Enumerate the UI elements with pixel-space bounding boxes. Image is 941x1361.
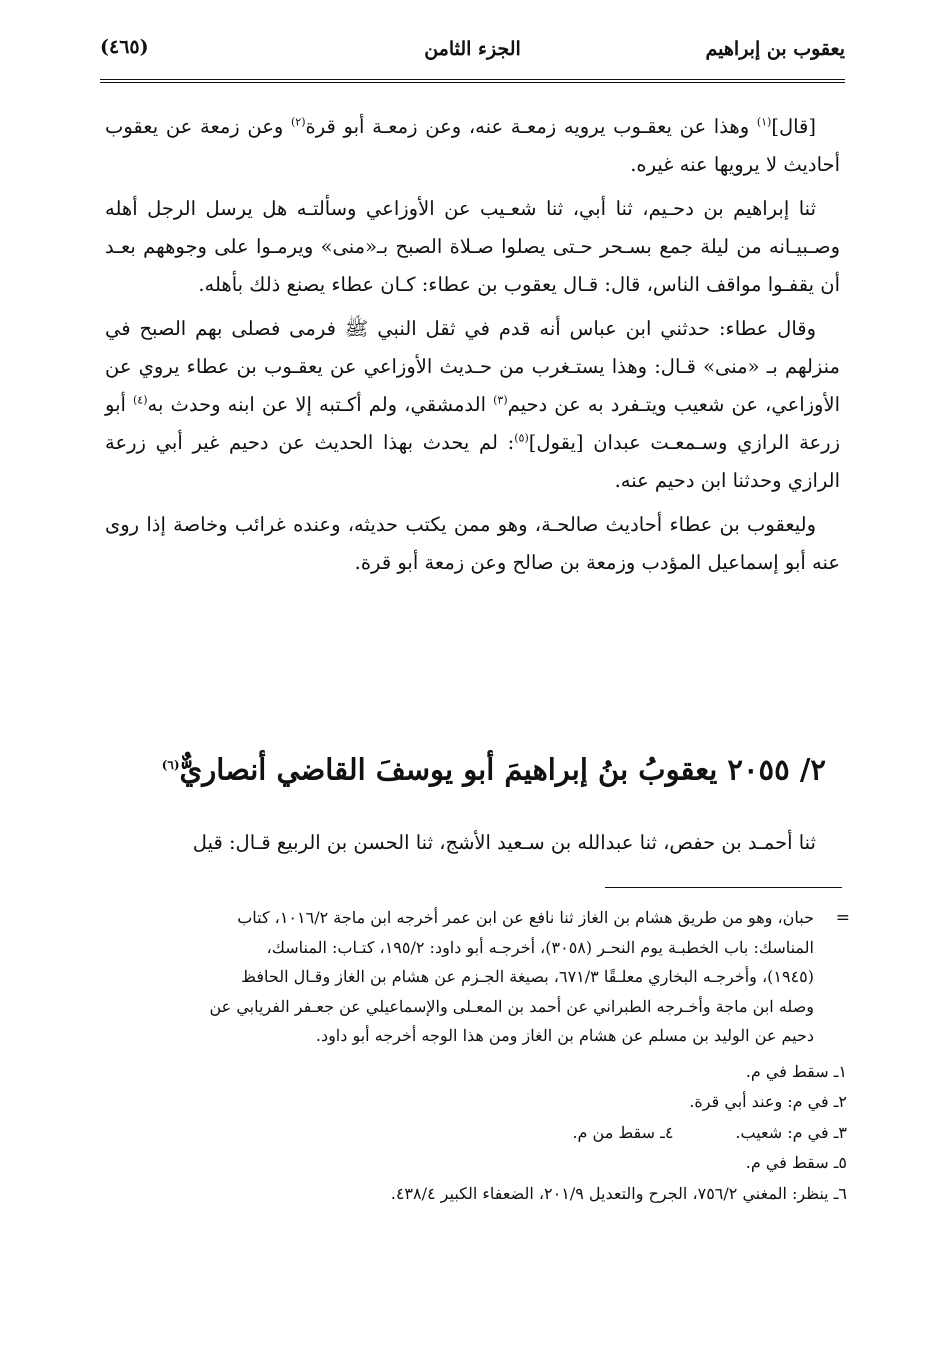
paragraph-3-part-4: : لم يحدث بهذا الحديث عن دحيم غير أبي زرعة الرازي وحدثنا ابن دحيم عنه. [105,431,840,492]
entry-first-line-block [105,824,840,868]
footnote-4: ٤ـ سقط من م. [572,1122,674,1142]
footnote-2: ٢ـ في م: وعند أبي قرة. [689,1092,847,1111]
main-text [105,108,840,584]
footnotes [105,903,850,1209]
paragraph-3-part-3: أبو زرعة الرازي وسـمعـت عبدان [يقول] [105,393,840,454]
footnote-ref-6: (٦) [161,758,180,772]
footnote-3-4-row [105,1118,850,1149]
footnote-6: ٦ـ ينظر: المغني ٧٥٦/٢، الجرح والتعديل ٢٠١/٩، الضعفاء الكبير ٤٣٨/٤. [390,1183,847,1203]
header-rule [100,79,845,80]
footnote-5: ٥ـ سقط في م. [745,1153,847,1172]
continuation-line: وصله ابن ماجة وأخـرجه الطبراني عن أحمد بن المعـلى والإسماعيلي عن جعـفر الفريابي عن [209,996,814,1016]
continuation-line: دحيم عن الوليد بن مسلم عن هشام بن الغاز ومن هذا الوجه أخرجه أبو داود. [315,1026,814,1045]
footnote-ref-5: (٥) [514,431,529,445]
paragraph-1-middle: وهذا عن يعقـوب يرويه زمعـة عنه، وعن زمعـة أبو قرة [305,115,757,138]
continuation-line: المناسك: باب الخطبـة يوم النحـر (٣٠٥٨)، أخرجـه أبو داود: ١٩٥/٢، كتـاب: المناسك، [266,937,814,957]
entry-first-line: ثنا أحمـد بن حفص، ثنا عبدالله بن سـعيد الأشج، ثنا الحسن بن الربيع قـال: قيل [192,831,816,854]
continuation-marker: = [835,908,850,928]
footnote-separator [605,887,842,888]
paragraph-1 [105,108,840,184]
page-number: (٤٦٥) [100,36,149,58]
paragraph-3-part-1: وقال عطاء: حدثني ابن عباس أنه قدم في ثقل النبي ﷺ فرمى فصلى بهم الصبح في منزلهم بـ «منى» قـال: وهذا يستـغرب من حـديث الأوزاعي عن يعقـوب بن عطاء يروي عن الأوزاعي، عن شعيب ويتـفرد به عن دحيم [105,317,840,416]
footnote-ref-2: (٢) [291,115,306,129]
continuation-line: (١٩٤٥)، وأخرجـه البخاري معلـقًا ٦٧١/٣، بصيغة الجـزم عن هشام بن الغاز وقـال الحافظ [241,967,814,986]
header-part-label: الجزء الثامن [424,38,521,60]
footnote-ref-4: (٤) [133,393,148,407]
footnote-continuation [105,903,850,1051]
continuation-line: حبان، وهو من طريق هشام بن الغاز ثنا نافع عن ابن عمر أخرجه ابن ماجة ١٠١٦/٢، كتاب [237,908,814,927]
footnote-1: ١ـ سقط في م. [745,1061,847,1081]
header-book-title: يعقوب بن إبراهيم [705,38,845,60]
paragraph-2: ثنا إبراهيم بن دحـيم، ثنا أبي، ثنا شعـيب عن الأوزاعي وسألتـه هل يرسل الرجل أهله وصـبيـانه من ليلة جمع بسـحر حـتى يصلوا صـلاة الصبح بـ«منى» ويرمـوا على وجوههم بعـد أن يقفـوا مواقف الناس، قال: قـال يعقوب بن عطاء: كـان عطاء يصنع ذلك بأهله. [105,197,840,296]
paragraph-1-start: [قال] [771,115,816,138]
entry-name: يعقوبُ بنُ إبراهيمَ أبو يوسفَ القاضي أنصاريٌّ [179,752,718,787]
running-header [100,34,845,74]
footnote-3: ٣ـ في م: شعيب. [735,1122,847,1142]
paragraph-4: وليعقوب بن عطاء أحاديث صالحـة، وهو ممن يكتب حديثه، وعنده غرائب وخاصة إذا روى عنه أبو إسماعيل المؤدب وزمعة بن صالح وعن زمعة أبو قرة. [105,513,840,574]
paragraph-3 [105,310,840,500]
paragraph-3-part-2: الدمشقي، ولم أكـتبه إلا عن ابنه وحدث به [147,393,494,416]
entry-heading [105,740,840,795]
entry-number: ٢/ ٢٠٥٥ [727,752,826,787]
footnote-list [105,1057,850,1210]
footnote-ref-1: (١) [756,115,772,129]
footnote-ref-3: (٣) [493,393,508,407]
header-rule-thin [100,82,845,83]
paragraph-1-end: وعن زمعة عن يعقوب أحاديث لا يرويها عنه غيره. [105,115,840,176]
